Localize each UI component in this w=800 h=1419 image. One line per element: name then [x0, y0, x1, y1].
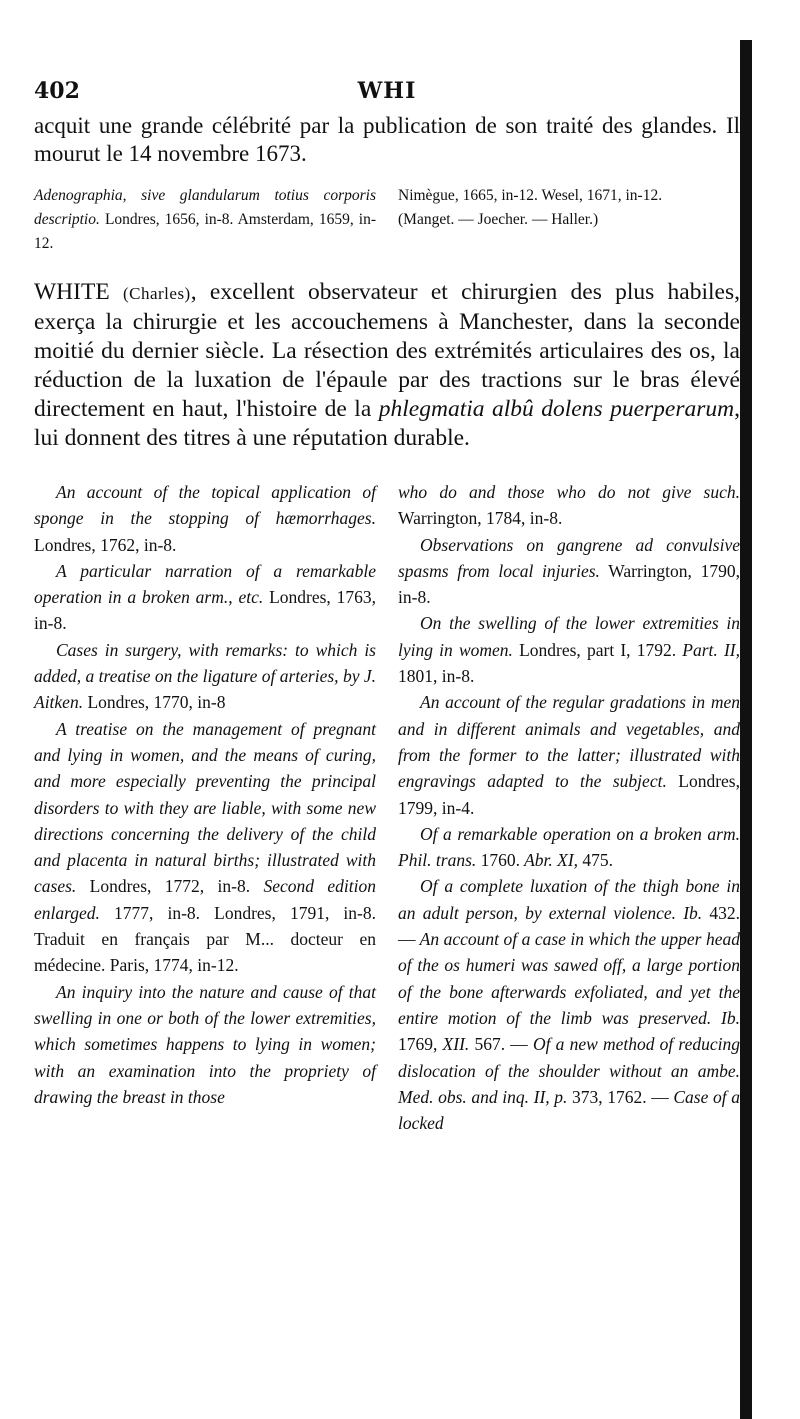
- work-item-continuation: [398, 479, 740, 532]
- headword: WHI: [357, 78, 417, 104]
- work-title: A treatise on the management of pregnant and lying in women, and the means of curing, and more especially preventing the principal disorders to with they are liable, with some new directions concerning the delivery of the child and placenta in natural births; illustrated with cases.: [34, 718, 376, 897]
- work-title: An account of the regular gradations in men and in different animals and vegetables, and from the former to the latter; illustrated with engravings adapted to the subject.: [398, 692, 740, 792]
- entry-white-charles: [34, 278, 740, 453]
- work-imprint: Londres, 1772, in-8.: [76, 876, 251, 897]
- work-title: Cases in surgery, with remarks: to which is added, a treatise on the ligature of arteries, by J. Aitken.: [34, 639, 376, 713]
- work-item: [398, 532, 740, 611]
- work-item: [34, 558, 376, 637]
- work-item: [34, 637, 376, 716]
- work-title: Adenographia, sive glandularum totius corporis descriptio.: [34, 187, 376, 228]
- work-item: [398, 689, 740, 820]
- work-imprint: Warrington, 1790, in-8.: [398, 560, 740, 608]
- work-item: [34, 716, 376, 979]
- top-bibliography-right: [398, 184, 740, 256]
- work-edition: Second edition enlarged.: [34, 876, 376, 923]
- work-item: [34, 479, 376, 558]
- sources-citation: (Manget. — Joecher. — Haller.): [398, 211, 599, 228]
- intro-paragraph: acquit une grande célébrité par la publication de son traité des glandes. Il mourut le 14 novembre 1673.: [34, 113, 740, 166]
- works-bibliography: [34, 479, 740, 1136]
- work-title: Case of a locked: [398, 1086, 740, 1134]
- works-column-left: [34, 479, 376, 1136]
- work-title: Of a remarkable operation on a broken arm. Phil. trans.: [398, 823, 740, 871]
- work-imprint: 1760.: [476, 850, 521, 871]
- work-imprint: Warrington, 1784, in-8.: [398, 508, 563, 529]
- bibliography-entry: [34, 184, 376, 256]
- work-imprint: 1769,: [398, 1034, 438, 1055]
- work-title: who do and those who do not give such.: [398, 482, 740, 502]
- work-imprint: Londres, 1799, in-4.: [398, 771, 740, 818]
- work-title: Of a complete luxation of the thigh bone in an adult person, by external violence. Ib.: [398, 876, 740, 923]
- works-column-right: [398, 479, 740, 1136]
- work-title: On the swelling of the lower extremities in lying in women.: [398, 613, 740, 660]
- entry-name: WHITE: [34, 279, 110, 305]
- work-part: Part. II,: [676, 639, 740, 660]
- work-title: An inquiry into the nature and cause of that swelling in one or both of the lower extremities, which sometimes happens to lying in women; with an examination into the propriety of drawing the breast in those: [34, 981, 376, 1107]
- entry-body: , excellent observateur et chirurgien des plus habiles, exerça la chirurgie et les accouchemens à Manchester, dans la seconde moitié du dernier siècle. La résection des extrémités articulaires des os, la réduction de la luxation de l'épaule par des tractions sur le bras élevé directement en haut, l'histoire de la: [34, 279, 740, 422]
- work-imprint: 373, 1762. —: [567, 1086, 669, 1107]
- work-title: Of a new method of reducing dislocation of the shoulder without an ambe. Med. obs. and inq. II, p.: [398, 1034, 740, 1107]
- running-head: [34, 78, 740, 112]
- work-item: [398, 821, 740, 874]
- bibliography-entry: Nimègue, 1665, in-12. Wesel, 1671, in-12.: [398, 187, 663, 204]
- work-imprint: Londres, 1762, in-8.: [34, 534, 177, 555]
- work-imprint: Londres, 1656, in-8. Amsterdam, 1659, in-12.: [34, 211, 376, 252]
- work-title: An account of the topical application of sponge in the stopping of hæmorrhages.: [34, 482, 376, 529]
- page-number: 402: [34, 78, 80, 104]
- work-abridgment: Abr. XI,: [520, 850, 579, 871]
- top-bibliography: [34, 184, 740, 256]
- entry-forename: (Charles): [122, 284, 191, 303]
- work-title: Observations on gangrene ad convulsive spasms from local injuries.: [398, 534, 740, 581]
- work-item: [34, 979, 376, 1110]
- work-item: [398, 873, 740, 1136]
- work-title: A particular narration of a remarkable operation in a broken arm., etc.: [34, 560, 376, 608]
- work-imprint: 1801, in-8.: [398, 666, 475, 687]
- work-imprint: 1777, in-8. Londres, 1791, in-8. Traduit en français par M... docteur en médecine. Paris, 1774, in-12.: [34, 902, 376, 976]
- book-page: [34, 78, 740, 1136]
- entry-italic-phrase: phlegmatia albû dolens puerperarum: [378, 396, 735, 422]
- work-imprint: Londres, 1763, in-8.: [34, 587, 376, 634]
- page-edge-shadow: [740, 40, 752, 1419]
- entry-body-end: , lui donnent des titres à une réputation durable.: [34, 396, 740, 451]
- work-item: [398, 610, 740, 689]
- work-imprint: 567. —: [469, 1034, 528, 1055]
- work-imprint: 432. —: [398, 902, 740, 950]
- work-title: An account of a case in which the upper head of the os humeri was sawed off, a large portion of the bone afterwards exfoliated, and yet the entire motion of the limb was preserved. Ib.: [398, 929, 740, 1028]
- work-imprint: Londres, part I, 1792.: [512, 639, 677, 660]
- work-imprint: Londres, 1770, in-8: [83, 692, 226, 713]
- work-imprint: 475.: [578, 850, 614, 871]
- work-volume: XII.: [437, 1034, 470, 1055]
- top-bibliography-left: [34, 184, 376, 256]
